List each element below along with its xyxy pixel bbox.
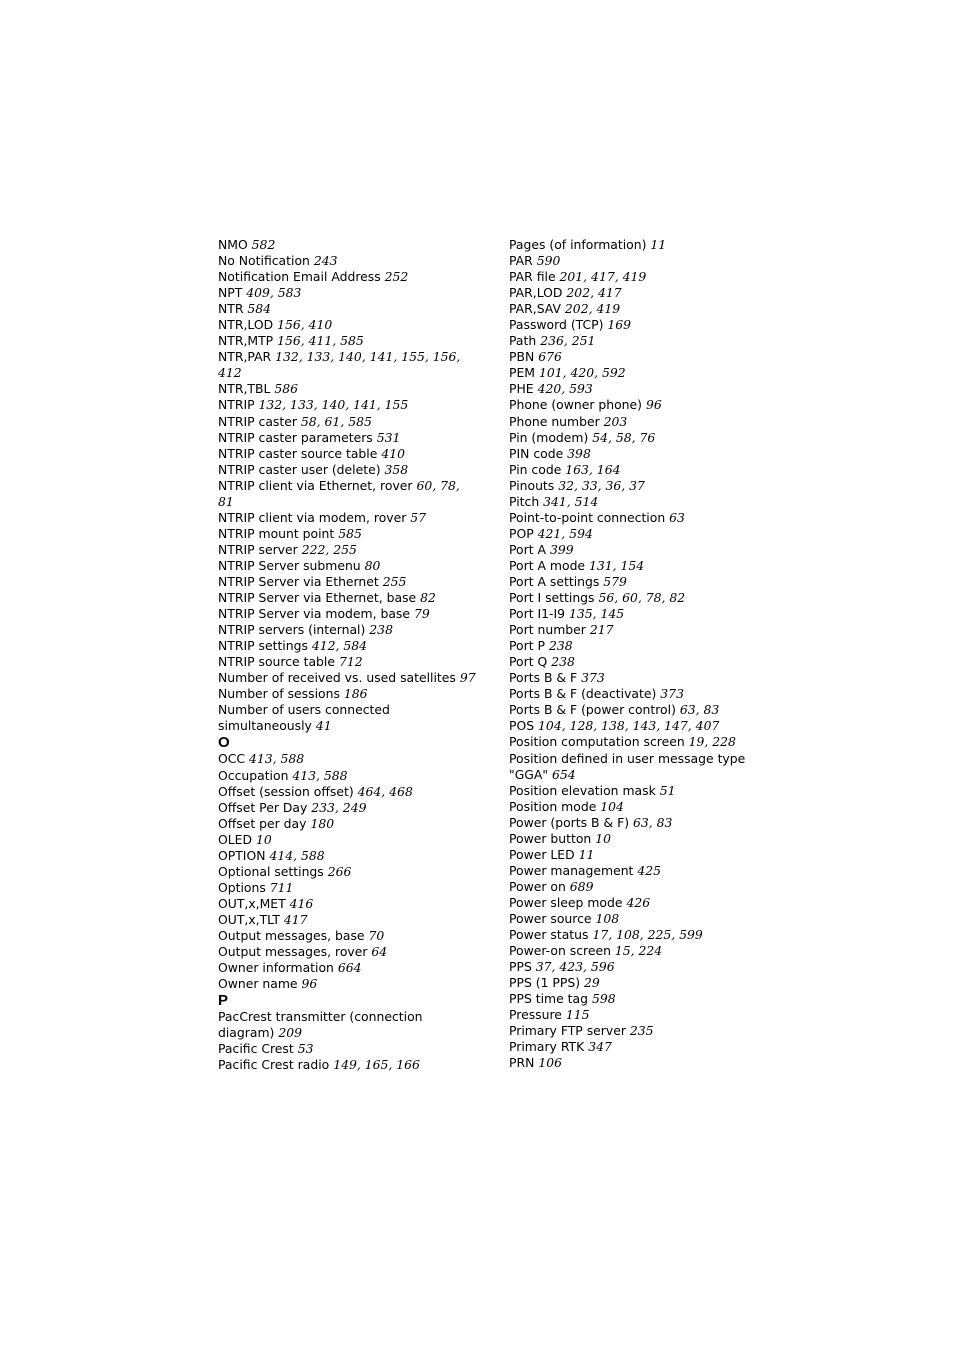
index-term: Offset (session offset): [218, 783, 354, 799]
index-page-refs[interactable]: 11: [578, 846, 595, 862]
index-term: Port A settings: [509, 573, 600, 589]
index-term: NTRIP caster parameters: [218, 429, 373, 445]
index-page-refs[interactable]: 421, 594: [537, 525, 593, 541]
index-term: OLED: [218, 831, 253, 847]
index-term: Power button: [509, 830, 592, 846]
index-entry: [509, 895, 767, 911]
index-term: Power management: [509, 862, 634, 878]
index-term: NTRIP: [218, 397, 255, 413]
index-page-refs[interactable]: 676: [538, 349, 562, 365]
index-term: Path: [509, 333, 537, 349]
index-term: NTRIP caster: [218, 413, 297, 429]
index-term: Port I1-I9: [509, 606, 566, 622]
index-letter-heading-p: P: [218, 992, 229, 1010]
index-entry: [509, 510, 767, 526]
index-term: PacCrest transmitter (connection diagram): [218, 1009, 423, 1041]
index-page-refs[interactable]: 416: [289, 895, 314, 911]
index-page-refs[interactable]: 584: [247, 301, 272, 317]
index-term: NTRIP Server via Ethernet: [218, 573, 379, 589]
index-term: NTRIP source table: [218, 654, 335, 670]
index-entry: [509, 734, 767, 750]
index-page-refs[interactable]: 238: [548, 638, 573, 654]
index-term: No Notification: [218, 253, 310, 269]
index-entry: [218, 784, 476, 800]
index-entry: [509, 333, 767, 349]
index-entry: [509, 606, 767, 622]
index-letter-heading-o: O: [218, 734, 230, 752]
index-page-refs[interactable]: 414, 588: [269, 847, 325, 863]
index-page-refs[interactable]: 358: [384, 461, 409, 477]
index-entry: [218, 462, 476, 478]
index-page-refs[interactable]: 413, 588: [249, 751, 305, 767]
index-entry: [509, 927, 767, 943]
index-page-refs[interactable]: 149, 165, 166: [333, 1057, 420, 1073]
index-page-refs[interactable]: 586: [274, 381, 298, 397]
index-term: NTRIP server: [218, 541, 298, 557]
index-term: Pitch: [509, 493, 540, 509]
index-entry: [509, 446, 767, 462]
index-term: Port Q: [509, 654, 548, 670]
index-term: Pages (of information): [509, 237, 647, 252]
index-entry: [218, 542, 476, 558]
index-entry: [218, 301, 476, 317]
index-entry: [218, 880, 476, 896]
index-entry: [218, 768, 476, 784]
index-term: Optional settings: [218, 863, 324, 879]
index-page-refs[interactable]: 19, 228: [688, 734, 736, 750]
index-entry: [509, 718, 767, 734]
index-entry: [509, 991, 767, 1007]
index-term: Output messages, rover: [218, 944, 368, 960]
index-page-refs[interactable]: 202, 417: [566, 285, 622, 301]
index-entry: [218, 686, 476, 702]
index-term: POP: [509, 525, 534, 541]
index-term: Power status: [509, 927, 589, 943]
index-term: Point-to-point connection: [509, 509, 666, 525]
index-term: OUT,x,MET: [218, 895, 286, 911]
index-entry: [509, 462, 767, 478]
index-entry: [218, 285, 476, 301]
index-term: Power-on screen: [509, 943, 611, 959]
index-page-refs[interactable]: 37, 423, 596: [535, 959, 615, 975]
index-page-refs[interactable]: 235: [629, 1023, 654, 1039]
index-page-refs[interactable]: 689: [569, 878, 594, 894]
index-page-refs[interactable]: 238: [369, 622, 393, 638]
index-page-refs[interactable]: 410: [381, 445, 405, 461]
index-column-right: [509, 237, 767, 1071]
index-entry: [509, 253, 767, 269]
index-term: Pressure: [509, 1007, 562, 1023]
index-page-refs[interactable]: 654: [552, 766, 576, 782]
index-entry: [218, 864, 476, 880]
index-page-refs[interactable]: 80: [364, 557, 381, 573]
index-entry: [509, 1023, 767, 1039]
index-term: Password (TCP): [509, 317, 604, 333]
index-term: Port A: [509, 541, 546, 557]
index-entry: [218, 976, 476, 992]
index-entry: [509, 285, 767, 301]
index-entry: [218, 381, 476, 397]
index-page-refs[interactable]: 255: [382, 573, 407, 589]
index-term: NTR,TBL: [218, 381, 271, 397]
index-term: Ports B & F (deactivate): [509, 686, 657, 702]
index-term: NTR,LOD: [218, 317, 274, 333]
index-term: PEM: [509, 365, 535, 381]
index-entry: [218, 446, 476, 462]
index-term: NTRIP servers (internal): [218, 622, 366, 638]
index-page-refs[interactable]: 201, 417, 419: [559, 269, 647, 285]
index-page-refs[interactable]: 132, 133, 140, 141, 155: [258, 397, 409, 413]
index-entry: [509, 301, 767, 317]
index-page-refs[interactable]: 180: [310, 815, 335, 831]
index-page-refs[interactable]: 51: [659, 782, 676, 798]
index-page-refs[interactable]: 106: [538, 1055, 562, 1071]
index-term: Options: [218, 879, 266, 895]
index-term: NTRIP settings: [218, 638, 308, 654]
index-page-refs[interactable]: 202, 419: [564, 301, 621, 317]
index-entry: [218, 751, 476, 767]
index-term: Notification Email Address: [218, 269, 381, 285]
index-entry: [509, 799, 767, 815]
index-term: Power source: [509, 910, 592, 926]
index-entry: [509, 911, 767, 927]
index-term: NTRIP Server via modem, base: [218, 606, 411, 622]
index-page-refs[interactable]: 70: [368, 927, 385, 943]
index-term: NTRIP caster user (delete): [218, 461, 381, 477]
index-term: PPS (1 PPS): [509, 975, 581, 991]
index-entry: [218, 430, 476, 446]
index-page-refs[interactable]: 10: [255, 831, 272, 847]
index-entry: [218, 349, 476, 381]
index-page-refs[interactable]: 409, 583: [246, 285, 302, 301]
index-page-refs[interactable]: 426: [626, 894, 651, 910]
index-term: Number of sessions: [218, 686, 340, 702]
index-term: NTRIP caster source table: [218, 445, 378, 461]
index-term: Position elevation mask: [509, 782, 656, 798]
index-term: Number of received vs. used satellites: [218, 670, 456, 686]
index-page-refs[interactable]: 236, 251: [540, 333, 596, 349]
index-term: Owner name: [218, 976, 298, 992]
index-entry: [509, 863, 767, 879]
index-term: Offset per day: [218, 815, 307, 831]
index-page-refs[interactable]: 186: [343, 686, 368, 702]
index-entry: [509, 815, 767, 831]
index-page-refs[interactable]: 373: [581, 670, 605, 686]
index-term: NTRIP Server submenu: [218, 557, 361, 573]
index-entry: [509, 317, 767, 333]
index-page-refs[interactable]: 252: [384, 269, 409, 285]
index-page-refs[interactable]: 413, 588: [292, 767, 348, 783]
index-term: Position computation screen: [509, 734, 685, 750]
index-term: PHE: [509, 381, 534, 397]
index-entry: [509, 349, 767, 365]
index-term: Primary RTK: [509, 1039, 585, 1055]
index-term: NTR: [218, 301, 244, 317]
index-page-refs[interactable]: 63, 83: [679, 702, 720, 718]
index-term: Position mode: [509, 798, 597, 814]
index-page-refs[interactable]: 243: [313, 253, 338, 269]
index-term: Port A mode: [509, 557, 586, 573]
index-term: PAR: [509, 253, 533, 269]
index-entry: [509, 414, 767, 430]
index-term: PRN: [509, 1055, 535, 1071]
index-entry: [509, 783, 767, 799]
index-term: Ports B & F (power control): [509, 702, 676, 718]
index-page-refs[interactable]: 56, 60, 78, 82: [598, 590, 686, 606]
index-term: Offset Per Day: [218, 799, 308, 815]
index-page-refs[interactable]: 32, 33, 36, 37: [558, 477, 645, 493]
index-entry: [218, 558, 476, 574]
index-entry: [509, 959, 767, 975]
index-term: Power on: [509, 878, 566, 894]
index-term: NTR,PAR: [218, 349, 272, 365]
index-entry: [509, 702, 767, 718]
index-term: Owner information: [218, 960, 334, 976]
index-entry: [218, 638, 476, 654]
index-page-refs[interactable]: 163, 164: [565, 461, 621, 477]
index-page-refs[interactable]: 156, 411, 585: [277, 333, 364, 349]
index-page-refs[interactable]: 10: [595, 830, 612, 846]
index-entry: [218, 414, 476, 430]
index-entry: [509, 1007, 767, 1023]
index-entry: [218, 622, 476, 638]
index-page-refs[interactable]: 203: [603, 413, 628, 429]
index-page-refs[interactable]: 341, 514: [543, 493, 599, 509]
index-term: Number of users connected simultaneously: [218, 702, 390, 734]
index-page-refs[interactable]: 54, 58, 76: [592, 429, 656, 445]
index-entry: [509, 654, 767, 670]
index-entry: [218, 317, 476, 333]
index-entry: [509, 622, 767, 638]
index-term: PIN code: [509, 445, 564, 461]
index-entry: [509, 686, 767, 702]
index-entry: [218, 816, 476, 832]
index-page-refs[interactable]: 96: [645, 397, 662, 413]
index-page-refs[interactable]: 664: [337, 960, 362, 976]
index-entry: [218, 670, 476, 686]
index-entry: [509, 574, 767, 590]
index-term: PAR,LOD: [509, 285, 563, 301]
index-entry: [509, 638, 767, 654]
index-entry: [218, 848, 476, 864]
index-term: Pacific Crest: [218, 1041, 294, 1057]
index-page-refs[interactable]: 96: [301, 976, 318, 992]
index-entry: [509, 269, 767, 285]
index-entry: [218, 960, 476, 976]
index-page-refs[interactable]: 17, 108, 225, 599: [592, 927, 703, 943]
index-term: OCC: [218, 751, 246, 767]
index-entry: [509, 943, 767, 959]
index-term: OPTION: [218, 847, 266, 863]
index-entry: [218, 1009, 476, 1041]
index-term: NPT: [218, 285, 243, 301]
index-term: NTRIP client via modem, rover: [218, 509, 407, 525]
index-entry: [509, 879, 767, 895]
index-page-refs[interactable]: 590: [536, 253, 561, 269]
index-term: Power LED: [509, 846, 575, 862]
index-page-refs[interactable]: 82: [420, 590, 436, 606]
index-entry: [509, 847, 767, 863]
index-page-refs[interactable]: 579: [603, 573, 627, 589]
index-page-refs[interactable]: 108: [595, 910, 620, 926]
index-entry: [509, 558, 767, 574]
index-page-refs[interactable]: 711: [269, 879, 294, 895]
index-entry: [509, 478, 767, 494]
index-entry: [218, 912, 476, 928]
index-entry: [509, 670, 767, 686]
index-page-refs[interactable]: 398: [567, 445, 591, 461]
index-term: PBN: [509, 349, 535, 365]
index-entry: [509, 751, 767, 783]
index-term: Ports B & F: [509, 670, 578, 686]
index-page-refs[interactable]: 373: [660, 686, 684, 702]
index-term: NTRIP mount point: [218, 525, 335, 541]
index-term: Power (ports B & F): [509, 814, 630, 830]
index-entry: [218, 237, 476, 253]
index-term: POS: [509, 718, 535, 734]
index-entry: [509, 1055, 767, 1071]
index-entry: [509, 590, 767, 606]
index-page-refs[interactable]: 464, 468: [357, 783, 413, 799]
index-page-refs[interactable]: 266: [327, 863, 352, 879]
index-entry: [218, 702, 476, 734]
index-term: NTR,MTP: [218, 333, 274, 349]
index-page-refs[interactable]: 97: [459, 670, 476, 686]
index-term: Port I settings: [509, 590, 595, 606]
index-term: Port P: [509, 638, 545, 654]
index-page-refs[interactable]: 58, 61, 585: [300, 413, 372, 429]
index-page-refs[interactable]: 347: [588, 1039, 612, 1055]
index-page-refs[interactable]: 222, 255: [301, 541, 357, 557]
index-page-refs[interactable]: 585: [338, 525, 362, 541]
index-page-refs[interactable]: 417: [283, 911, 308, 927]
index-entry: [218, 269, 476, 285]
index-entry: [509, 542, 767, 558]
index-page-refs[interactable]: 131, 154: [589, 557, 645, 573]
index-term: Position defined in user message type "GGA": [509, 750, 746, 782]
index-page-refs[interactable]: 712: [338, 654, 363, 670]
index-term: Primary FTP server: [509, 1023, 626, 1039]
index-column-left: [218, 237, 476, 1073]
index-page-refs[interactable]: 238: [551, 654, 575, 670]
index-term: Pin (modem): [509, 429, 589, 445]
index-page-refs[interactable]: 135, 145: [569, 606, 625, 622]
index-term: PAR file: [509, 269, 556, 285]
index-page-refs[interactable]: 63: [669, 509, 685, 525]
index-page-refs[interactable]: 101, 420, 592: [538, 365, 626, 381]
index-page-refs[interactable]: 156, 410: [277, 317, 333, 333]
index-entry: [218, 832, 476, 848]
index-page-refs[interactable]: 598: [591, 991, 616, 1007]
index-page-refs[interactable]: 209: [278, 1025, 302, 1041]
index-entry: [509, 237, 767, 253]
index-page-refs[interactable]: 217: [589, 622, 614, 638]
index-entry: [218, 526, 476, 542]
index-entry: [509, 975, 767, 991]
index-term: NTRIP Server via Ethernet, base: [218, 590, 417, 606]
index-entry: [509, 397, 767, 413]
index-page-refs[interactable]: 41: [315, 718, 332, 734]
index-page-refs[interactable]: 169: [607, 317, 632, 333]
index-entry: [218, 928, 476, 944]
index-term: Pacific Crest radio: [218, 1057, 330, 1073]
index-term: NMO: [218, 237, 248, 252]
index-entry: [218, 654, 476, 670]
index-page-refs[interactable]: 15, 224: [614, 943, 663, 959]
index-term: PAR,SAV: [509, 301, 561, 317]
index-entry: [218, 253, 476, 269]
index-page-refs[interactable]: 412, 584: [311, 638, 368, 654]
index-entry: [509, 526, 767, 542]
index-page-refs[interactable]: 11: [650, 237, 667, 252]
index-page-refs[interactable]: 60, 78, 81: [218, 477, 460, 509]
index-term: OUT,x,TLT: [218, 911, 280, 927]
index-page-refs[interactable]: 115: [565, 1007, 590, 1023]
index-term: Port number: [509, 622, 586, 638]
index-entry: [509, 381, 767, 397]
index-term: Occupation: [218, 767, 289, 783]
index-term: NTRIP client via Ethernet, rover: [218, 477, 413, 493]
index-entry: [218, 574, 476, 590]
index-entry: [509, 430, 767, 446]
index-page-refs[interactable]: 425: [637, 862, 662, 878]
index-page-refs[interactable]: 57: [410, 509, 427, 525]
index-page-refs[interactable]: 63, 83: [632, 814, 673, 830]
index-term: Phone (owner phone): [509, 397, 642, 413]
index-term: Output messages, base: [218, 927, 365, 943]
index-entry: [218, 800, 476, 816]
index-page-refs[interactable]: 64: [371, 944, 388, 960]
index-page-refs[interactable]: 79: [413, 606, 430, 622]
index-term: Pin code: [509, 461, 562, 477]
index-page-refs[interactable]: 420, 593: [537, 381, 593, 397]
index-term: Pinouts: [509, 477, 555, 493]
index-page-refs[interactable]: 582: [251, 237, 276, 252]
index-entry: [509, 1039, 767, 1055]
index-page-refs[interactable]: 399: [549, 541, 574, 557]
index-term: PPS: [509, 959, 532, 975]
index-entry: [218, 590, 476, 606]
index-entry: [509, 831, 767, 847]
index-term: Power sleep mode: [509, 894, 623, 910]
index-page-refs[interactable]: 531: [376, 429, 401, 445]
index-entry: [218, 333, 476, 349]
index-page-refs[interactable]: 104: [600, 798, 624, 814]
index-entry: [509, 365, 767, 381]
index-entry: [218, 478, 476, 510]
index-page-refs[interactable]: 233, 249: [311, 799, 367, 815]
index-entry: [218, 1041, 476, 1057]
index-term: PPS time tag: [509, 991, 588, 1007]
index-entry: [509, 494, 767, 510]
index-entry: [218, 896, 476, 912]
index-page-refs[interactable]: 104, 128, 138, 143, 147, 407: [538, 718, 720, 734]
index-page-refs[interactable]: 132, 133, 140, 141, 155, 156, 412: [218, 349, 461, 381]
index-entry: [218, 606, 476, 622]
index-term: Phone number: [509, 413, 600, 429]
index-page-refs[interactable]: 29: [584, 975, 600, 991]
index-entry: [218, 510, 476, 526]
index-page-refs[interactable]: 53: [297, 1041, 314, 1057]
index-entry: [218, 944, 476, 960]
index-entry: [218, 1057, 476, 1073]
index-entry: [218, 397, 476, 413]
